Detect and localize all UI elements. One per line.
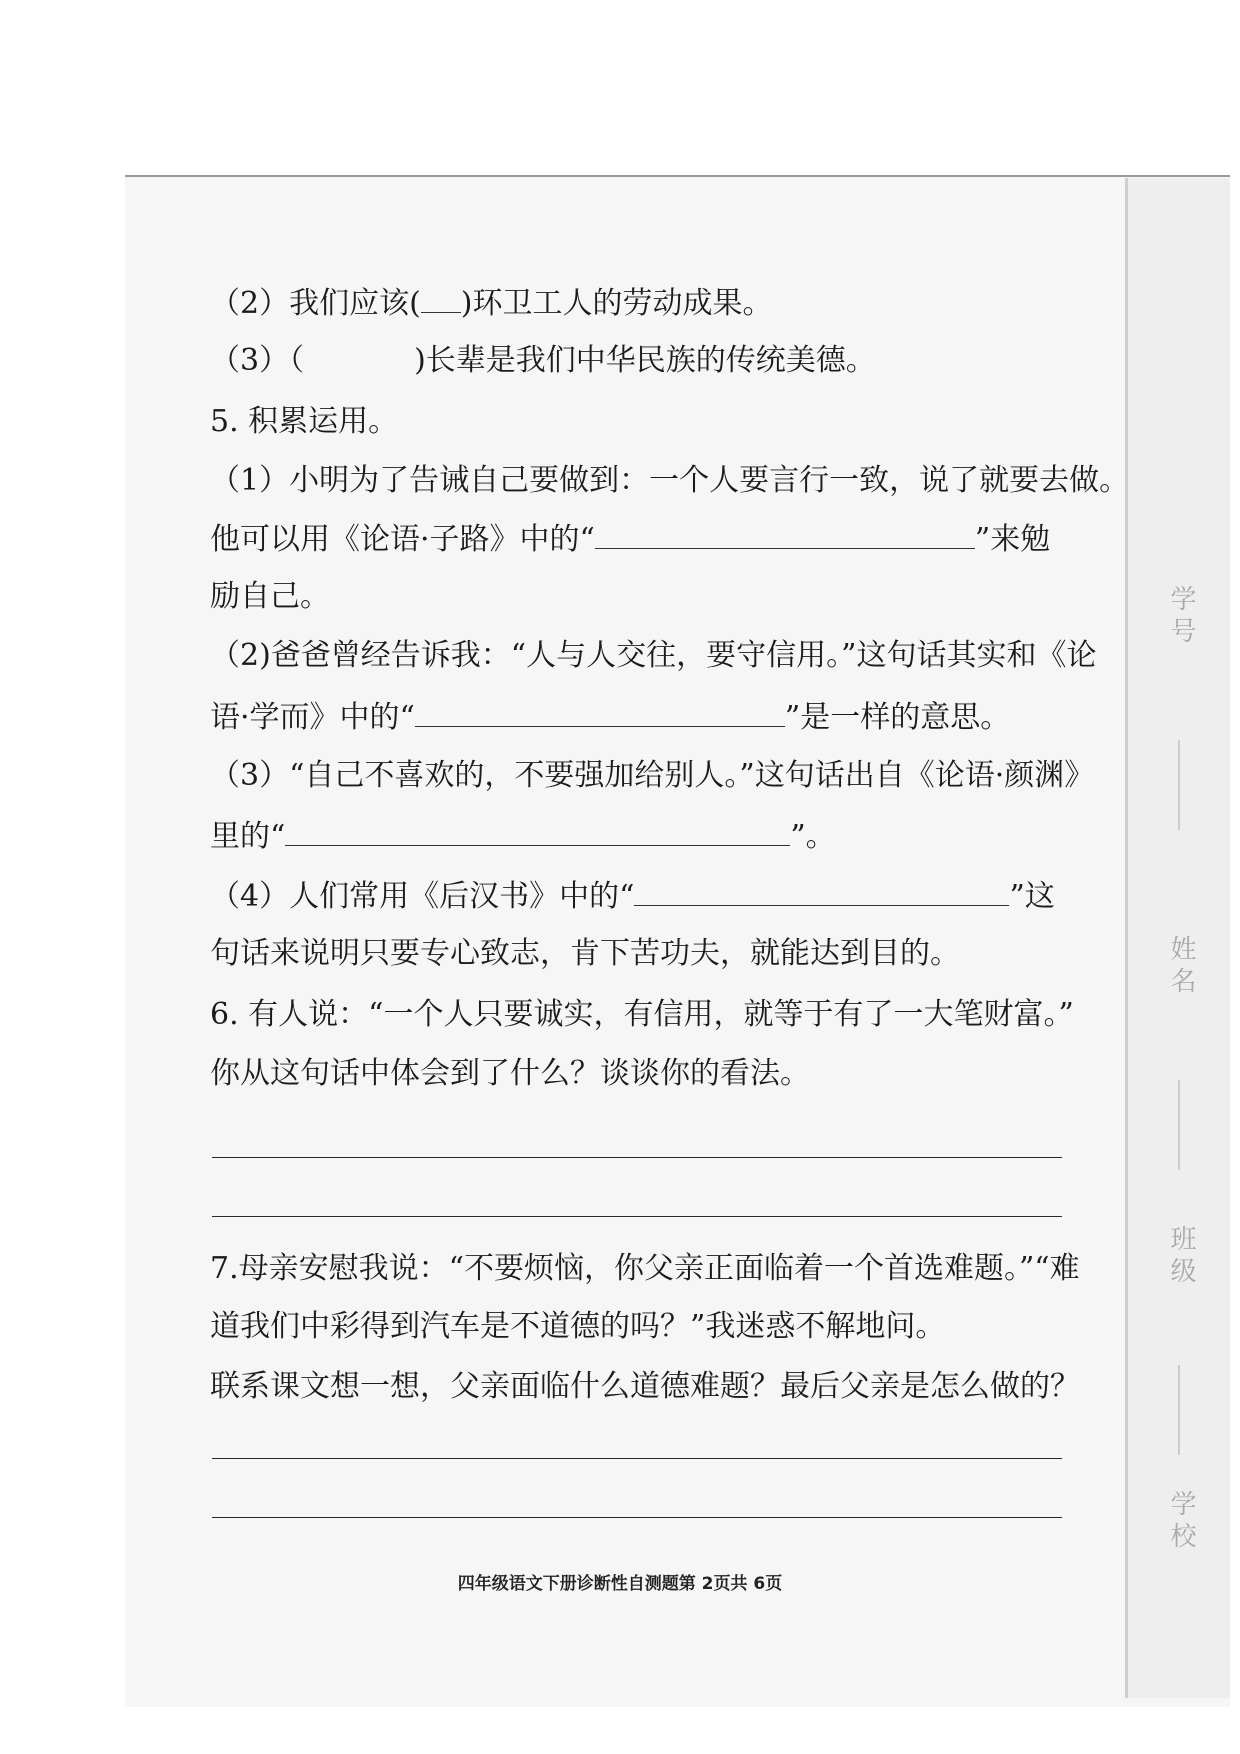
q4-item3: （3）（ )长辈是我们中华民族的传统美德。 (210, 343, 876, 378)
margin-divider (1178, 1080, 1180, 1170)
q5-item1-blank[interactable] (595, 518, 975, 549)
margin-label-class: 班级 (1166, 1225, 1196, 1289)
margin-label-student-id: 学号 (1166, 585, 1196, 649)
q7-answer-line[interactable] (212, 1458, 1062, 1459)
page-footer: 四年级语文下册诊断性自测题第 2页共 6页 (457, 1574, 783, 1594)
q5-item3-blank[interactable] (285, 815, 790, 846)
q7-line1: 7.母亲安慰我说：“不要烦恼，你父亲正面临着一个首选难题。”“难 (210, 1251, 1080, 1286)
q5-item1-line1: （1）小明为了告诫自己要做到：一个人要言行一致，说了就要去做。 (210, 463, 1130, 498)
q7-answer-line[interactable] (212, 1517, 1062, 1518)
q5-item3-line1: （3）“自己不喜欢的，不要强加给别人。”这句话出自《论语·颜渊》 (210, 758, 1095, 793)
q7-line3: 联系课文想一想，父亲面临什么道德难题？最后父亲是怎么做的？ (210, 1369, 1080, 1404)
q5-item4-blank[interactable] (634, 875, 1009, 906)
q5-title: 5. 积累运用。 (210, 404, 399, 439)
q4-item2-blank[interactable] (421, 282, 461, 313)
q7-line2: 道我们中彩得到汽车是不道德的吗？”我迷惑不解地问。 (210, 1309, 946, 1344)
q6-answer-line[interactable] (212, 1157, 1062, 1158)
q5-item4-line2: 句话来说明只要专心致志，肯下苦功夫，就能达到目的。 (210, 936, 960, 971)
q6-answer-line[interactable] (212, 1216, 1062, 1217)
q5-item2-blank[interactable] (415, 696, 785, 727)
q5-item4-line1: （4）人们常用《后汉书》中的“ ”这 (210, 875, 1055, 917)
margin-divider (1178, 740, 1180, 830)
q4-item2: （2）我们应该( )环卫工人的劳动成果。 (210, 282, 773, 324)
margin-divider (1178, 1365, 1180, 1455)
q5-item1-line2: 他可以用《论语·子路》中的“ ”来勉 (210, 518, 1050, 560)
q6-line2: 你从这句话中体会到了什么？谈谈你的看法。 (210, 1056, 810, 1091)
margin-label-school: 学校 (1166, 1490, 1196, 1554)
q5-item3-line2: 里的“ ”。 (210, 815, 836, 857)
q5-item2-line2: 语·学而》中的“ ”是一样的意思。 (210, 696, 1010, 738)
q5-item1-line3: 励自己。 (210, 579, 330, 614)
margin-label-name: 姓名 (1166, 935, 1196, 999)
q6-line1: 6. 有人说：“一个人只要诚实，有信用，就等于有了一大笔财富。” (210, 997, 1074, 1032)
q5-item2-line1: （2)爸爸曾经告诉我：“人与人交往，要守信用。”这句话其实和《论 (210, 638, 1097, 673)
